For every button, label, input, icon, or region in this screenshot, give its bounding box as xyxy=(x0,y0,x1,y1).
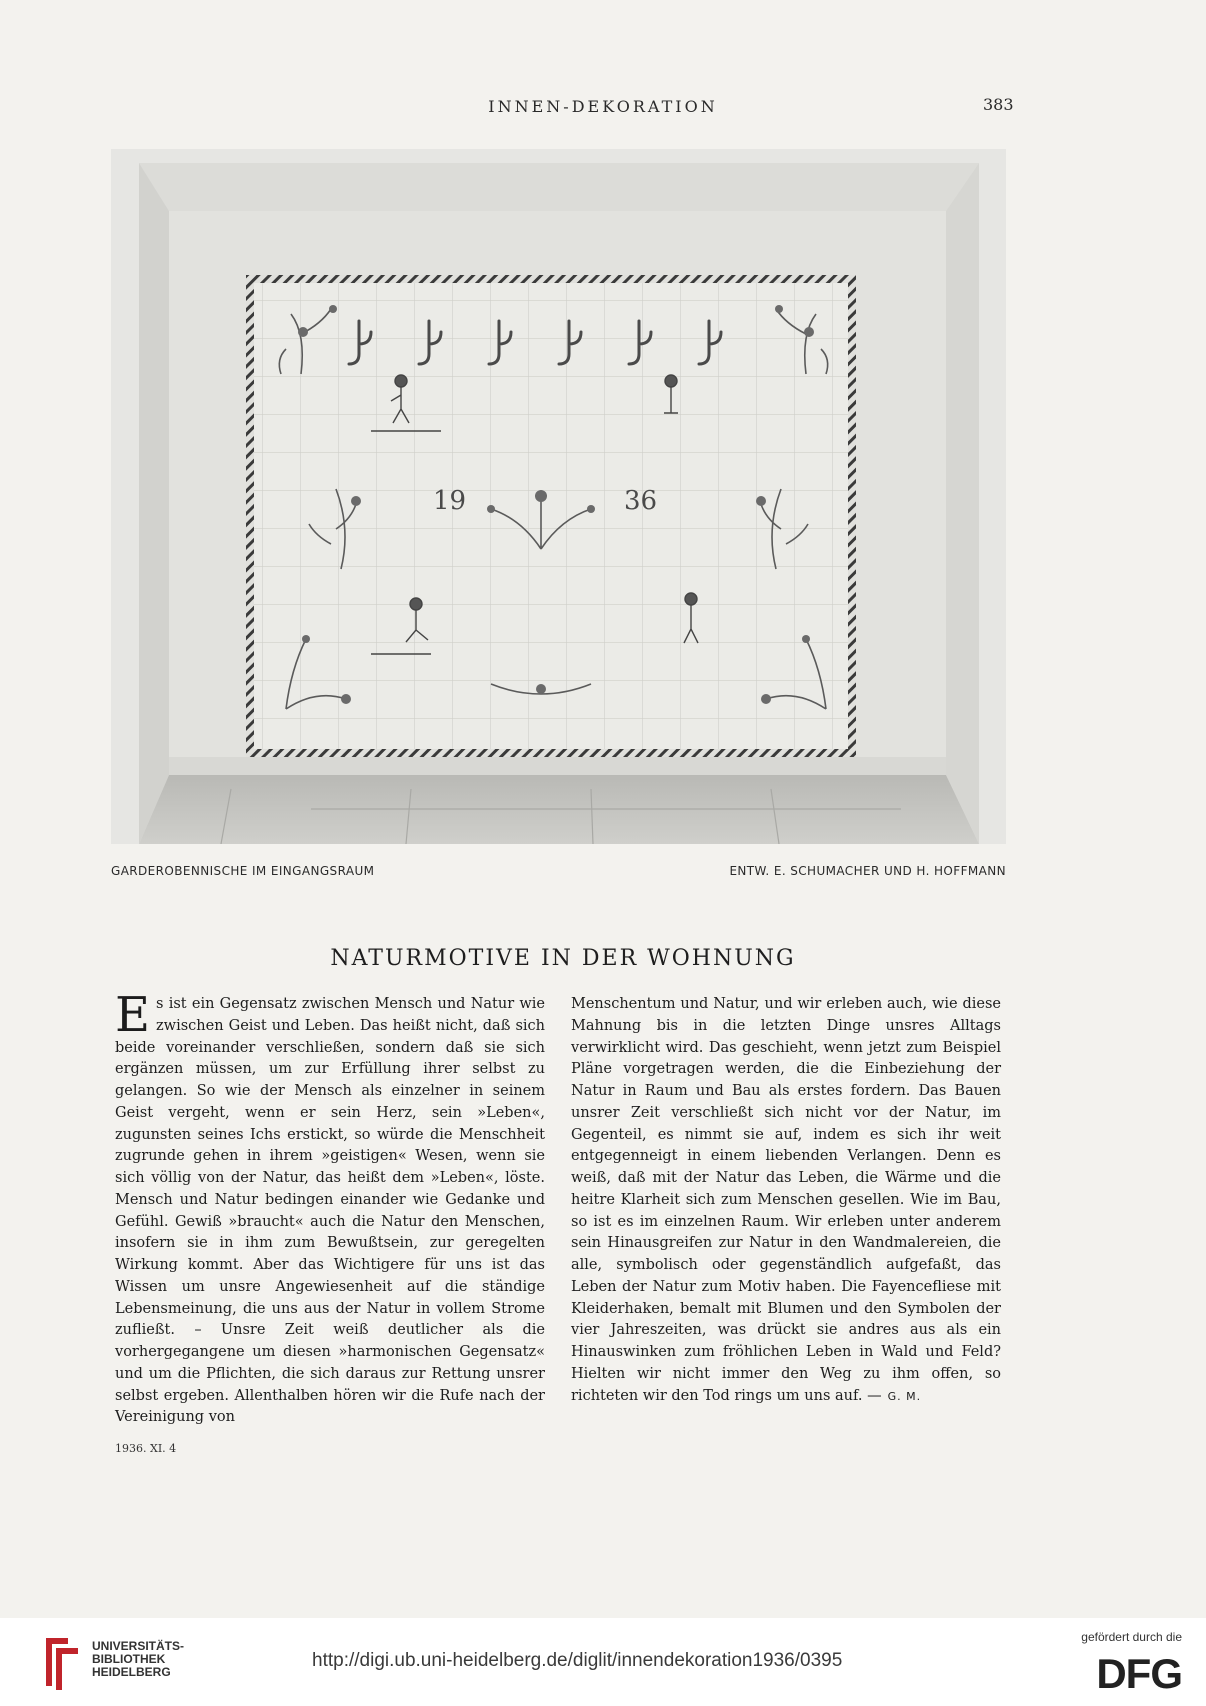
figure-caption-left: GARDEROBENNISCHE IM EINGANGSRAUM xyxy=(111,864,375,878)
article-column-right xyxy=(571,994,1001,1434)
figure-caption-right: ENTW. E. SCHUMACHER UND H. HOFFMANN xyxy=(729,864,1006,878)
year-right-numerals: 36 xyxy=(624,486,658,516)
author-signature: G. M. xyxy=(887,1389,922,1403)
issue-note: 1936. XI. 4 xyxy=(115,1442,177,1455)
right-column-text: Menschentum und Natur, und wir erleben auch, wie diese Mahnung bis in die letzten Dinge unsres Alltags verwirklicht wird. Das geschieht, wenn jetzt zum Beispiel Pläne vorgetragen werden, die die Einbeziehung der Natur in Raum und Bau als erstes fordern. Das Bauen unsrer Zeit verschließt sich nicht vor der Natur, im Gegenteil, es nimmt sie auf, indem es sich ihr weit entgegenneigt in einem liebenden Verlangen. Denn es weiß, daß mit der Natur das Leben, die Wärme und die heitre Klarheit sich zum Menschen gesellen. Wie im Bau, so ist es im einzelnen Raum. Wir erleben unter anderem sein Hinausgreifen zur Natur in den Wandmalereien, die alle, symbolisch oder gegenständlich aufgefaßt, das Leben der Natur zum Motiv haben. Die Fayencefliese mit Kleiderhaken, bemalt mit Blumen und den Symbolen der vier Jahreszeiten, was drückt sie andres aus als ein Hinauswinken zum fröhlichen Leben in Wald und Feld? Hielten wir nicht immer den Weg zu ihm offen, so richteten wir den Tod rings um uns auf. — xyxy=(571,996,1001,1404)
funder-note: gefördert durch die xyxy=(1081,1630,1182,1644)
university-library-logo-icon xyxy=(40,1634,84,1692)
drop-cap: E xyxy=(115,987,151,1043)
library-name: UNIVERSITÄTS- BIBLIOTHEK HEIDELBERG xyxy=(92,1639,185,1679)
year-left-numerals: 19 xyxy=(433,486,467,516)
dfg-logo: DFG xyxy=(1096,1650,1182,1697)
digitization-footer xyxy=(0,1618,1206,1706)
tile-niche-photo xyxy=(111,149,1006,844)
permalink-url[interactable]: http://digi.ub.uni-heidelberg.de/diglit/innendekoration1936/0395 xyxy=(312,1650,843,1671)
article-column-left xyxy=(115,987,545,1434)
page-number: 383 xyxy=(983,95,1014,114)
article-title: NATURMOTIVE IN DER WOHNUNG xyxy=(330,946,796,971)
running-title: INNEN-DEKORATION xyxy=(488,97,718,116)
left-column-text: s ist ein Gegensatz zwischen Mensch und Natur wie zwischen Geist und Leben. Das heißt nicht, daß sich beide voreinander verschließen, sondern daß sie sich ergänzen müssen, um zur Erfüllung ihrer selbst zu gelangen. So wie der Mensch als einzelner in seinem Geist vergeht, wenn er sein Herz, sein »Leben«, zugunsten seines Ichs erstickt, so würde die Menschheit zugrunde gehen in ihrem »geistigen« Wesen, wenn sie sich völlig von der Natur, das heißt dem »Leben«, löste. Mensch und Natur bedingen einander wie Gedanke und Gefühl. Gewiß »braucht« auch die Natur den Menschen, insofern sie in ihm zum Bewußtsein, zur geregelten Wirkung kommt. Aber das Wichtigere für uns ist das Wissen um unsre Angewiesenheit auf die ständige Lebensmeinung, die uns aus der Natur in vollem Strome zufließt. – Unsre Zeit weiß deutlicher als die vorhergegangene um diesen »harmonischen Gegensatz« und um die Pflichten, die sich daraus zur Rettung unsrer selbst ergeben. Allenthalben hören wir die Rufe nach der Vereinigung von xyxy=(115,996,545,1426)
